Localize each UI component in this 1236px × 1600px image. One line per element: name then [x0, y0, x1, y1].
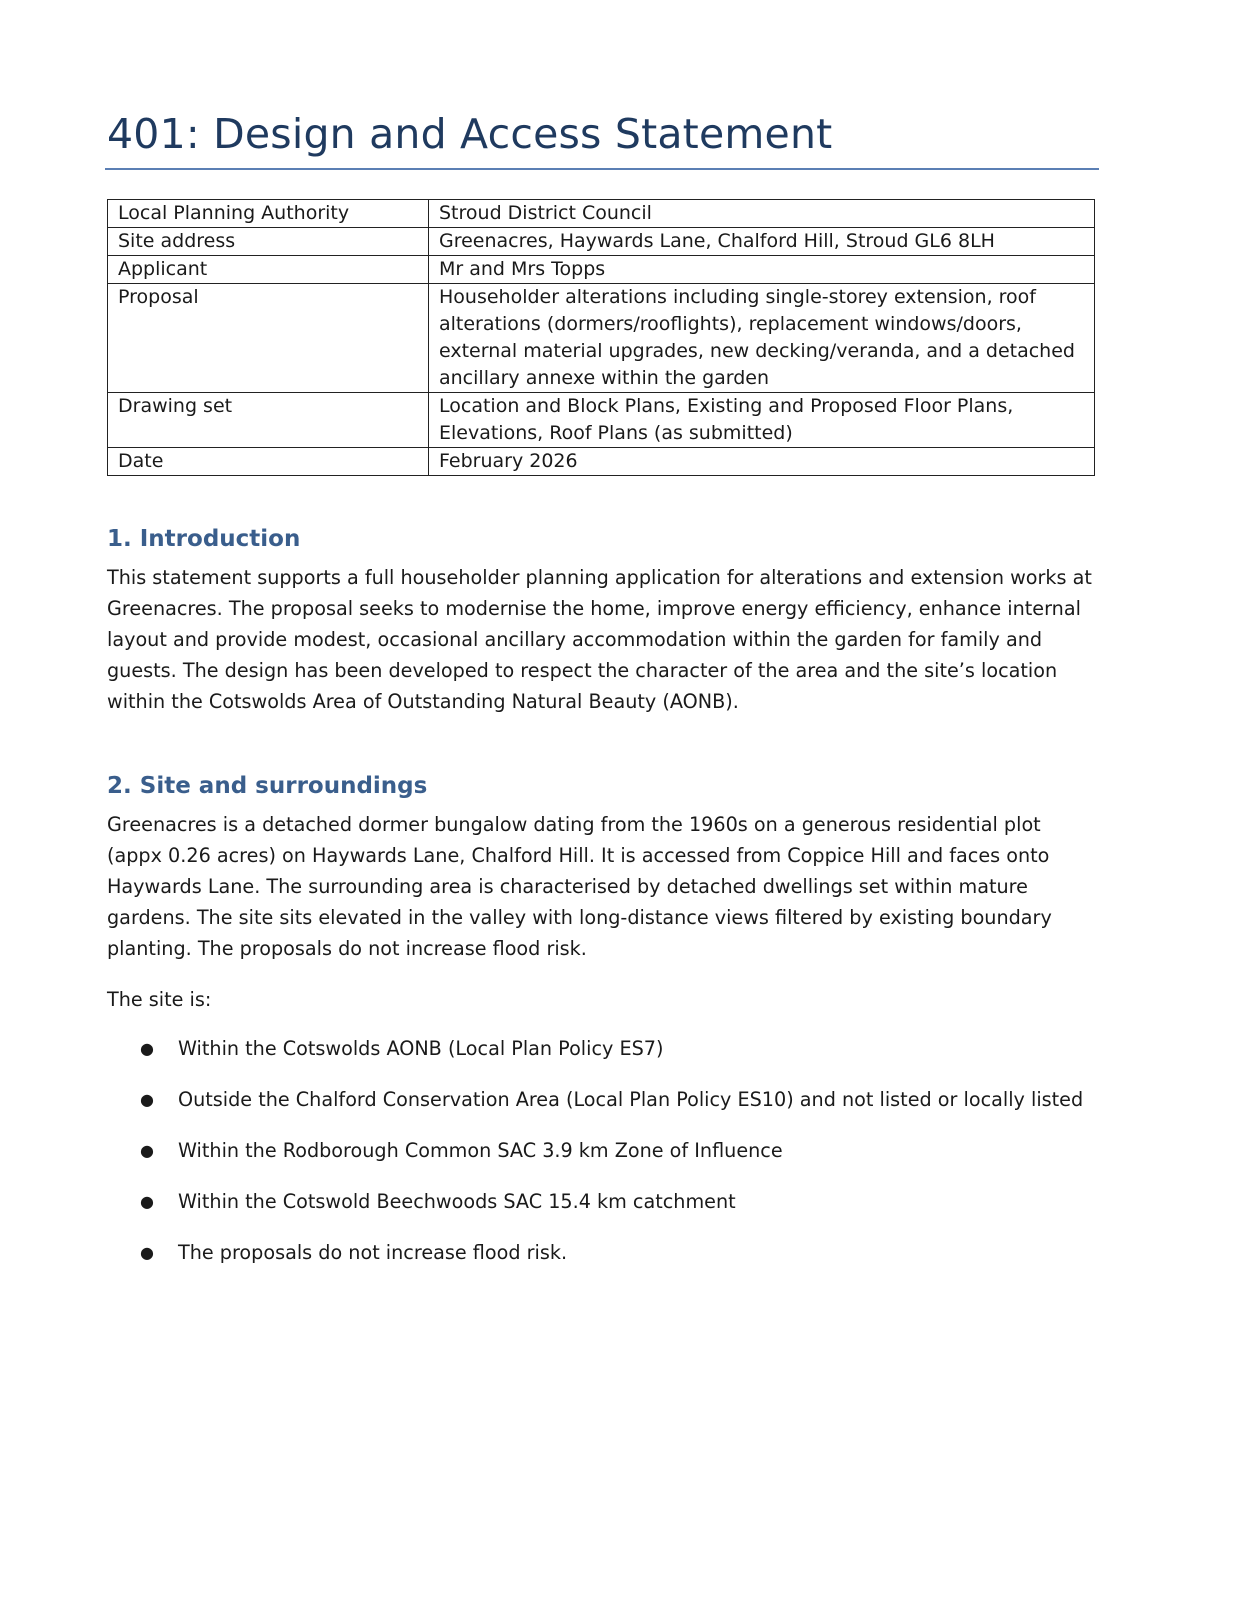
list-item: ● Within the Rodborough Common SAC 3.9 km Zone of Influence — [107, 1135, 1097, 1166]
row-value: Stroud District Council — [429, 200, 1095, 228]
row-label: Applicant — [108, 256, 429, 284]
row-value: Greenacres, Haywards Lane, Chalford Hill, Stroud GL6 8LH — [429, 228, 1095, 256]
section-heading: 1. Introduction — [107, 526, 301, 552]
row-value: Mr and Mrs Topps — [429, 256, 1095, 284]
row-value: February 2026 — [429, 448, 1095, 476]
row-value: Location and Block Plans, Existing and Proposed Floor Plans, Elevations, Roof Plans (as submitted) — [429, 393, 1095, 448]
table-row — [108, 256, 1095, 284]
table-row — [108, 393, 1095, 448]
row-label: Drawing set — [108, 393, 429, 448]
bullet-icon: ● — [140, 1039, 154, 1058]
row-label: Date — [108, 448, 429, 476]
table-row — [108, 200, 1095, 228]
list-item: ● The proposals do not increase flood risk. — [107, 1237, 1097, 1268]
section-body: This statement supports a full householder planning application for alterations and extension works at Greenacres. The proposal seeks to modernise the home, improve energy efficiency, enhance internal layout and provide modest, occasional ancillary accommodation within the garden for family and guests. The design has been developed to respect the character of the area and the site’s location within the Cotswolds Area of Outstanding Natural Beauty (AONB). — [107, 566, 1092, 713]
list-item: ● Within the Cotswold Beechwoods SAC 15.4 km catchment — [107, 1186, 1097, 1217]
row-value: Householder alterations including single-storey extension, roof alterations (dormers/rooflights), replacement windows/doors, external material upgrades, new decking/veranda, and a detached ancillary annexe within the garden — [429, 284, 1095, 393]
row-label: Local Planning Authority — [108, 200, 429, 228]
document-title: 401: Design and Access Statement — [107, 110, 833, 158]
section-heading: 2. Site and surroundings — [107, 773, 428, 799]
list-item: ● Within the Cotswolds AONB (Local Plan Policy ES7) — [107, 1033, 1097, 1064]
title-divider — [105, 168, 1099, 170]
document-page — [107, 100, 1097, 1288]
section-body: Greenacres is a detached dormer bungalow dating from the 1960s on a generous residential plot (appx 0.26 acres) on Haywards Lane, Chalford Hill. It is accessed from Coppice Hill and faces onto Haywards Lane. The surrounding area is characterised by detached dwellings set within mature gardens. The site sits elevated in the valley with long-distance views filtered by existing boundary planting. The proposals do not increase flood risk. — [107, 813, 1052, 960]
list-lead-in: The site is: — [107, 988, 212, 1011]
application-details-table — [107, 199, 1095, 476]
row-label: Proposal — [108, 284, 429, 393]
bullet-icon: ● — [140, 1090, 154, 1109]
list-item: ● Outside the Chalford Conservation Area (Local Plan Policy ES10) and not listed or locally listed — [107, 1084, 1097, 1115]
table-row — [108, 228, 1095, 256]
table-row — [108, 284, 1095, 393]
bullet-icon: ● — [140, 1243, 154, 1262]
section-site-and-surroundings — [107, 769, 1097, 1268]
section-introduction — [107, 522, 1097, 717]
table-row — [108, 448, 1095, 476]
site-constraints-list — [107, 1033, 1097, 1268]
bullet-icon: ● — [140, 1141, 154, 1160]
row-label: Site address — [108, 228, 429, 256]
bullet-icon: ● — [140, 1192, 154, 1211]
